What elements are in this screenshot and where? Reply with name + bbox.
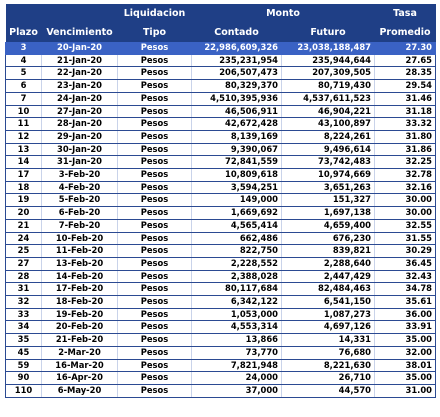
cell-tipo: Pesos xyxy=(118,169,192,182)
table-row[interactable] xyxy=(6,359,436,372)
cell-plazo: 59 xyxy=(6,359,42,372)
cell-futuro: 23,038,188,487 xyxy=(282,42,375,54)
cell-contado: 80,117,684 xyxy=(192,283,282,296)
header-futuro: Futuro xyxy=(282,23,375,42)
cell-futuro: 4,697,126 xyxy=(282,321,375,334)
table-row[interactable] xyxy=(6,372,436,385)
table-row[interactable] xyxy=(6,321,436,334)
cell-tipo: Pesos xyxy=(118,308,192,321)
cell-futuro: 4,659,400 xyxy=(282,219,375,232)
table-row[interactable] xyxy=(6,92,436,105)
cell-futuro: 6,541,150 xyxy=(282,296,375,309)
cell-tasa: 29.54 xyxy=(375,80,436,93)
cell-tipo: Pesos xyxy=(118,257,192,270)
cell-contado: 80,329,370 xyxy=(192,80,282,93)
cell-vencimiento: 11-Feb-20 xyxy=(42,245,118,258)
cell-futuro: 2,288,640 xyxy=(282,257,375,270)
cell-tasa: 35.00 xyxy=(375,372,436,385)
cell-futuro: 44,570 xyxy=(282,384,375,397)
cell-tipo: Pesos xyxy=(118,384,192,397)
caucion-table xyxy=(5,4,436,398)
cell-tasa: 32.16 xyxy=(375,181,436,194)
cell-futuro: 46,904,221 xyxy=(282,105,375,118)
table-row[interactable] xyxy=(6,346,436,359)
cell-tipo: Pesos xyxy=(118,359,192,372)
cell-vencimiento: 28-Jan-20 xyxy=(42,118,118,131)
cell-contado: 7,821,948 xyxy=(192,359,282,372)
cell-plazo: 13 xyxy=(6,143,42,156)
cell-contado: 42,672,428 xyxy=(192,118,282,131)
cell-vencimiento: 7-Feb-20 xyxy=(42,219,118,232)
cell-vencimiento: 23-Jan-20 xyxy=(42,80,118,93)
table-row[interactable] xyxy=(6,130,436,143)
cell-futuro: 26,710 xyxy=(282,372,375,385)
cell-tasa: 35.00 xyxy=(375,334,436,347)
cell-futuro: 676,230 xyxy=(282,232,375,245)
table-row[interactable] xyxy=(6,42,436,54)
cell-plazo: 25 xyxy=(6,245,42,258)
cell-tipo: Pesos xyxy=(118,130,192,143)
cell-tipo: Pesos xyxy=(118,92,192,105)
cell-tasa: 33.91 xyxy=(375,321,436,334)
table-row[interactable] xyxy=(6,219,436,232)
cell-plazo: 18 xyxy=(6,181,42,194)
table-row[interactable] xyxy=(6,270,436,283)
cell-tipo: Pesos xyxy=(118,334,192,347)
cell-tasa: 30.00 xyxy=(375,207,436,220)
table-body xyxy=(6,42,436,397)
cell-plazo: 27 xyxy=(6,257,42,270)
table-row[interactable] xyxy=(6,194,436,207)
cell-vencimiento: 29-Jan-20 xyxy=(42,130,118,143)
cell-futuro: 8,224,261 xyxy=(282,130,375,143)
table-row[interactable] xyxy=(6,283,436,296)
cell-tipo: Pesos xyxy=(118,372,192,385)
cell-contado: 1,669,692 xyxy=(192,207,282,220)
cell-vencimiento: 27-Jan-20 xyxy=(42,105,118,118)
header-contado: Contado xyxy=(192,23,282,42)
table-row[interactable] xyxy=(6,67,436,80)
cell-futuro: 80,719,430 xyxy=(282,80,375,93)
header-monto: Monto xyxy=(192,4,375,23)
cell-vencimiento: 19-Feb-20 xyxy=(42,308,118,321)
cell-plazo: 32 xyxy=(6,296,42,309)
cell-plazo: 5 xyxy=(6,67,42,80)
cell-contado: 3,594,251 xyxy=(192,181,282,194)
cell-tipo: Pesos xyxy=(118,181,192,194)
header-blank-plazo xyxy=(6,4,42,23)
cell-vencimiento: 5-Feb-20 xyxy=(42,194,118,207)
cell-contado: 72,841,559 xyxy=(192,156,282,169)
cell-tipo: Pesos xyxy=(118,118,192,131)
cell-vencimiento: 16-Apr-20 xyxy=(42,372,118,385)
cell-vencimiento: 2-Mar-20 xyxy=(42,346,118,359)
cell-futuro: 14,331 xyxy=(282,334,375,347)
cell-vencimiento: 10-Feb-20 xyxy=(42,232,118,245)
cell-vencimiento: 3-Feb-20 xyxy=(42,169,118,182)
header-liquidacion: Liquidacion xyxy=(118,4,192,23)
cell-tasa: 27.65 xyxy=(375,54,436,67)
cell-plazo: 35 xyxy=(6,334,42,347)
caucion-table-container xyxy=(5,4,435,398)
cell-tasa: 31.80 xyxy=(375,130,436,143)
cell-futuro: 235,944,644 xyxy=(282,54,375,67)
cell-tasa: 32.43 xyxy=(375,270,436,283)
cell-contado: 149,000 xyxy=(192,194,282,207)
cell-tipo: Pesos xyxy=(118,194,192,207)
cell-plazo: 28 xyxy=(6,270,42,283)
cell-tasa: 32.55 xyxy=(375,219,436,232)
cell-vencimiento: 20-Feb-20 xyxy=(42,321,118,334)
cell-futuro: 2,447,429 xyxy=(282,270,375,283)
cell-vencimiento: 20-Jan-20 xyxy=(42,42,118,54)
cell-contado: 73,770 xyxy=(192,346,282,359)
cell-tipo: Pesos xyxy=(118,143,192,156)
header-row-1 xyxy=(6,4,436,23)
cell-plazo: 33 xyxy=(6,308,42,321)
cell-contado: 206,507,473 xyxy=(192,67,282,80)
cell-plazo: 3 xyxy=(6,42,42,54)
cell-tasa: 30.29 xyxy=(375,245,436,258)
cell-tasa: 35.61 xyxy=(375,296,436,309)
header-tipo: Tipo xyxy=(118,23,192,42)
cell-tasa: 32.25 xyxy=(375,156,436,169)
table-row[interactable] xyxy=(6,54,436,67)
cell-contado: 37,000 xyxy=(192,384,282,397)
cell-plazo: 4 xyxy=(6,54,42,67)
cell-vencimiento: 30-Jan-20 xyxy=(42,143,118,156)
header-tasa: Tasa xyxy=(375,4,436,23)
cell-vencimiento: 4-Feb-20 xyxy=(42,181,118,194)
cell-vencimiento: 16-Mar-20 xyxy=(42,359,118,372)
cell-contado: 10,809,618 xyxy=(192,169,282,182)
cell-contado: 9,390,067 xyxy=(192,143,282,156)
cell-futuro: 207,309,505 xyxy=(282,67,375,80)
cell-tasa: 36.00 xyxy=(375,308,436,321)
cell-tasa: 33.32 xyxy=(375,118,436,131)
cell-plazo: 21 xyxy=(6,219,42,232)
cell-vencimiento: 14-Feb-20 xyxy=(42,270,118,283)
cell-futuro: 8,221,630 xyxy=(282,359,375,372)
cell-tasa: 34.78 xyxy=(375,283,436,296)
cell-tipo: Pesos xyxy=(118,321,192,334)
cell-vencimiento: 17-Feb-20 xyxy=(42,283,118,296)
cell-plazo: 31 xyxy=(6,283,42,296)
cell-plazo: 24 xyxy=(6,232,42,245)
cell-tipo: Pesos xyxy=(118,207,192,220)
cell-plazo: 45 xyxy=(6,346,42,359)
cell-futuro: 3,651,263 xyxy=(282,181,375,194)
cell-tipo: Pesos xyxy=(118,283,192,296)
header-vencimiento: Vencimiento xyxy=(42,23,118,42)
cell-futuro: 839,821 xyxy=(282,245,375,258)
cell-tipo: Pesos xyxy=(118,232,192,245)
cell-futuro: 76,680 xyxy=(282,346,375,359)
cell-tasa: 31.00 xyxy=(375,384,436,397)
cell-tasa: 31.86 xyxy=(375,143,436,156)
cell-plazo: 19 xyxy=(6,194,42,207)
cell-futuro: 151,327 xyxy=(282,194,375,207)
cell-plazo: 14 xyxy=(6,156,42,169)
cell-tasa: 31.55 xyxy=(375,232,436,245)
cell-contado: 4,510,395,936 xyxy=(192,92,282,105)
cell-tipo: Pesos xyxy=(118,42,192,54)
cell-futuro: 82,484,463 xyxy=(282,283,375,296)
cell-plazo: 11 xyxy=(6,118,42,131)
cell-tipo: Pesos xyxy=(118,67,192,80)
table-header xyxy=(6,4,436,42)
table-row[interactable] xyxy=(6,334,436,347)
cell-futuro: 1,087,273 xyxy=(282,308,375,321)
cell-contado: 2,388,028 xyxy=(192,270,282,283)
cell-tipo: Pesos xyxy=(118,346,192,359)
header-plazo: Plazo xyxy=(6,23,42,42)
cell-vencimiento: 22-Jan-20 xyxy=(42,67,118,80)
cell-plazo: 17 xyxy=(6,169,42,182)
cell-tipo: Pesos xyxy=(118,219,192,232)
cell-futuro: 10,974,669 xyxy=(282,169,375,182)
cell-contado: 24,000 xyxy=(192,372,282,385)
table-row[interactable] xyxy=(6,207,436,220)
cell-plazo: 6 xyxy=(6,80,42,93)
cell-tasa: 28.35 xyxy=(375,67,436,80)
cell-plazo: 34 xyxy=(6,321,42,334)
table-row[interactable] xyxy=(6,181,436,194)
header-blank-vencimiento xyxy=(42,4,118,23)
cell-contado: 6,342,122 xyxy=(192,296,282,309)
cell-contado: 8,139,169 xyxy=(192,130,282,143)
cell-vencimiento: 24-Jan-20 xyxy=(42,92,118,105)
cell-vencimiento: 21-Jan-20 xyxy=(42,54,118,67)
cell-contado: 2,228,552 xyxy=(192,257,282,270)
cell-vencimiento: 13-Feb-20 xyxy=(42,257,118,270)
cell-futuro: 73,742,483 xyxy=(282,156,375,169)
cell-tasa: 27.30 xyxy=(375,42,436,54)
cell-tasa: 31.18 xyxy=(375,105,436,118)
cell-tasa: 31.46 xyxy=(375,92,436,105)
table-row[interactable] xyxy=(6,118,436,131)
cell-vencimiento: 6-Feb-20 xyxy=(42,207,118,220)
cell-tasa: 32.00 xyxy=(375,346,436,359)
table-row[interactable] xyxy=(6,143,436,156)
cell-futuro: 9,496,614 xyxy=(282,143,375,156)
header-promedio: Promedio xyxy=(375,23,436,42)
cell-plazo: 7 xyxy=(6,92,42,105)
cell-plazo: 110 xyxy=(6,384,42,397)
table-row[interactable] xyxy=(6,232,436,245)
cell-contado: 13,866 xyxy=(192,334,282,347)
cell-tipo: Pesos xyxy=(118,80,192,93)
cell-tasa: 30.00 xyxy=(375,194,436,207)
cell-futuro: 1,697,138 xyxy=(282,207,375,220)
cell-tasa: 32.78 xyxy=(375,169,436,182)
table-row[interactable] xyxy=(6,169,436,182)
cell-contado: 662,486 xyxy=(192,232,282,245)
header-row-2 xyxy=(6,23,436,42)
cell-vencimiento: 31-Jan-20 xyxy=(42,156,118,169)
cell-vencimiento: 6-May-20 xyxy=(42,384,118,397)
table-row[interactable] xyxy=(6,105,436,118)
cell-contado: 4,553,314 xyxy=(192,321,282,334)
table-row[interactable] xyxy=(6,296,436,309)
table-row[interactable] xyxy=(6,245,436,258)
table-row[interactable] xyxy=(6,257,436,270)
cell-vencimiento: 21-Feb-20 xyxy=(42,334,118,347)
cell-tipo: Pesos xyxy=(118,156,192,169)
cell-futuro: 4,537,611,523 xyxy=(282,92,375,105)
cell-contado: 1,053,000 xyxy=(192,308,282,321)
cell-contado: 235,231,954 xyxy=(192,54,282,67)
cell-plazo: 12 xyxy=(6,130,42,143)
cell-tasa: 36.45 xyxy=(375,257,436,270)
table-row[interactable] xyxy=(6,156,436,169)
cell-tasa: 38.01 xyxy=(375,359,436,372)
table-row[interactable] xyxy=(6,308,436,321)
table-row[interactable] xyxy=(6,80,436,93)
cell-tipo: Pesos xyxy=(118,105,192,118)
cell-plazo: 10 xyxy=(6,105,42,118)
cell-tipo: Pesos xyxy=(118,270,192,283)
cell-tipo: Pesos xyxy=(118,296,192,309)
table-row[interactable] xyxy=(6,384,436,397)
cell-futuro: 43,100,897 xyxy=(282,118,375,131)
cell-contado: 22,986,609,326 xyxy=(192,42,282,54)
cell-vencimiento: 18-Feb-20 xyxy=(42,296,118,309)
cell-contado: 4,565,414 xyxy=(192,219,282,232)
cell-contado: 822,750 xyxy=(192,245,282,258)
cell-tipo: Pesos xyxy=(118,245,192,258)
cell-contado: 46,506,911 xyxy=(192,105,282,118)
cell-tipo: Pesos xyxy=(118,54,192,67)
cell-plazo: 20 xyxy=(6,207,42,220)
cell-plazo: 90 xyxy=(6,372,42,385)
